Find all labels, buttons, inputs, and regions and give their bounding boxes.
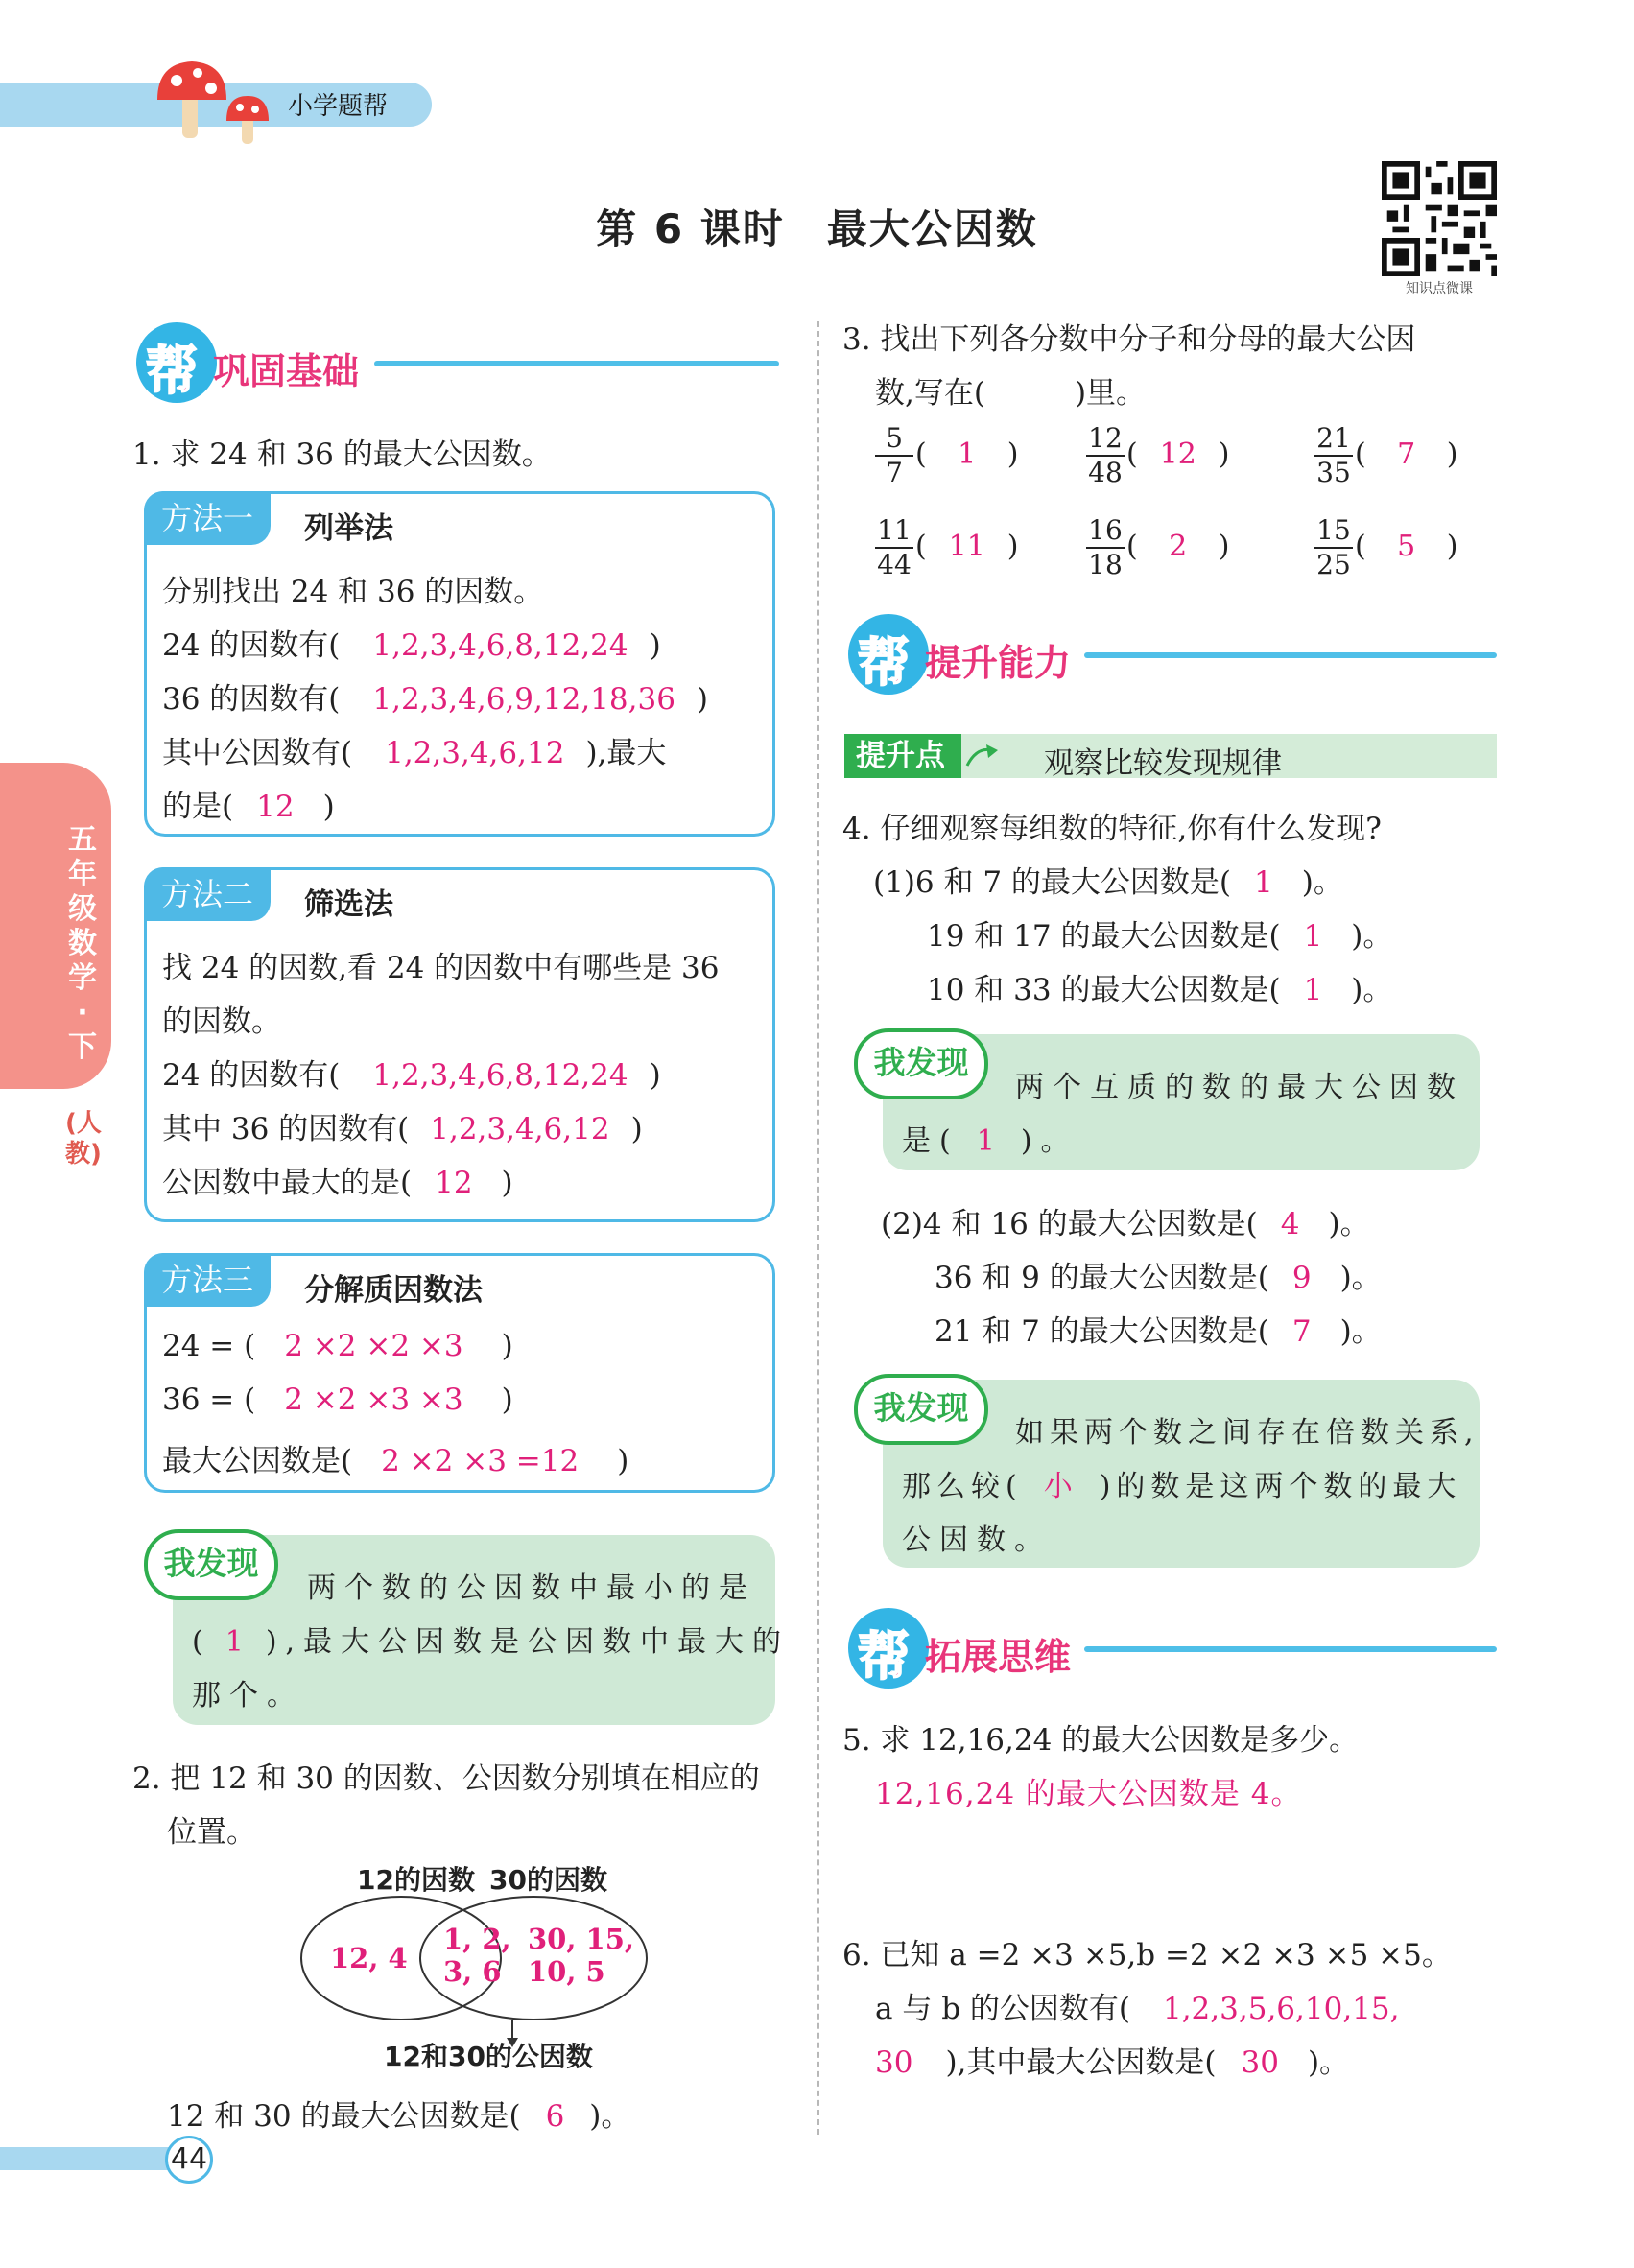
q2-stem-line2: 位置。	[167, 1815, 256, 1850]
side-edition-label: (人教)	[65, 1109, 102, 1169]
q4-p2-line2: 36 和 9 的最大公因数是( 9 )。	[935, 1261, 1382, 1295]
method3-name: 分解质因数法	[304, 1273, 483, 1308]
answer: 1,2,3,5,6,10,15,	[1162, 1992, 1400, 2026]
discovery-tag: 我发现	[854, 1028, 988, 1099]
method1-line3: 36 的因数有( 1,2,3,4,6,9,12,18,36 )	[162, 682, 709, 717]
qr-label: 知识点微课	[1406, 281, 1473, 296]
method1-line4: 其中公因数有( 1,2,3,4,6,12 ),最大	[162, 736, 667, 770]
answer: 1,2,3,4,6,9,12,18,36	[372, 682, 675, 717]
fraction-denominator: 25	[1316, 549, 1351, 580]
answer: 2 ×2 ×3 ×3	[284, 1382, 463, 1417]
mushroom-logo-icon	[154, 56, 288, 148]
section-header-improve	[848, 614, 1497, 695]
q1-stem: 1. 求 24 和 36 的最大公因数。	[132, 437, 552, 472]
brand-name: 小学题帮	[288, 92, 389, 121]
q3-fraction	[1086, 422, 1125, 489]
fraction-numerator: 11	[875, 514, 913, 549]
method2-box	[144, 867, 775, 1222]
discovery-line1: 两个数的公因数中最小的是	[307, 1571, 756, 1605]
tisheng-tag: 提升点	[844, 734, 961, 778]
q3-fraction	[875, 422, 913, 489]
q5-stem: 5. 求 12,16,24 的最大公因数是多少。	[842, 1723, 1360, 1758]
fraction-numerator: 5	[875, 422, 913, 457]
venn-right-row2: 10, 5	[528, 1955, 605, 1988]
fraction-numerator: 12	[1086, 422, 1125, 457]
answer: 12	[256, 790, 295, 824]
q6-stem: 6. 已知 a =2 ×3 ×5,b =2 ×2 ×3 ×5 ×5。	[842, 1938, 1452, 1973]
method2-line1: 找 24 的因数,看 24 的因数中有哪些是 36	[162, 951, 720, 985]
fraction-denominator: 35	[1316, 457, 1351, 488]
answer: 1,2,3,4,6,12	[385, 736, 565, 770]
fraction-numerator: 16	[1086, 514, 1125, 549]
answer: 1	[1303, 919, 1323, 954]
answer: 2	[1169, 530, 1188, 563]
section-title: 拓展思维	[925, 1636, 1072, 1678]
q3-fraction	[1314, 422, 1353, 489]
q4-p1-line1: (1)6 和 7 的最大公因数是( 1 )。	[873, 865, 1343, 900]
discovery-line2: 那么较( 小 )的数是这两个数的最大	[902, 1470, 1462, 1503]
q3-answer-paren: ( 1 )	[915, 437, 1019, 471]
section-line	[1084, 1646, 1497, 1652]
venn-bottom-label: 12和30的公因数	[384, 2041, 593, 2072]
q2-answer-line: 12 和 30 的最大公因数是( 6 )。	[167, 2099, 631, 2134]
page-title: 第 6 课时 最大公因数	[596, 205, 1038, 252]
answer: 12	[1159, 437, 1196, 471]
discovery-tag: 我发现	[144, 1529, 278, 1600]
method2-line2: 24 的因数有( 1,2,3,4,6,8,12,24 )	[162, 1058, 661, 1093]
answer: 11	[948, 530, 985, 563]
method2-line1b: 的因数。	[162, 1004, 281, 1039]
answer: 小	[1043, 1470, 1078, 1503]
side-grade-label: 五年级数学·下	[68, 823, 97, 1064]
section-bang-char: 帮	[858, 632, 910, 693]
method1-line2: 24 的因数有( 1,2,3,4,6,8,12,24 )	[162, 628, 661, 663]
section-line	[1084, 652, 1497, 658]
q3-fraction	[875, 514, 913, 581]
method3-line1: 24 = ( 2 ×2 ×2 ×3 )	[162, 1329, 513, 1363]
answer: 1,2,3,4,6,12	[430, 1112, 610, 1146]
q4-p2-line3: 21 和 7 的最大公因数是( 7 )。	[935, 1314, 1382, 1349]
fraction-denominator: 48	[1088, 457, 1123, 488]
answer: 5	[1397, 530, 1416, 563]
discovery-line1: 两个互质的数的最大公因数	[1015, 1071, 1464, 1104]
answer: 30	[875, 2045, 913, 2080]
discovery-line2: 是( 1 )。	[902, 1124, 1078, 1158]
fraction-denominator: 44	[877, 549, 912, 580]
fraction-denominator: 18	[1088, 549, 1123, 580]
discovery-tag: 我发现	[854, 1374, 988, 1445]
q3-answer-paren: ( 2 )	[1126, 530, 1230, 563]
q3-answer-paren: ( 11 )	[915, 530, 1019, 563]
tisheng-text: 观察比较发现规律	[1044, 746, 1282, 781]
fraction-numerator: 21	[1314, 422, 1353, 457]
discovery-line3: 公因数。	[902, 1524, 1052, 1557]
fraction-numerator: 15	[1314, 514, 1353, 549]
q4-p1-line3: 10 和 33 的最大公因数是( 1 )。	[927, 973, 1393, 1007]
answer: 1	[225, 1625, 252, 1659]
venn-left-only: 12, 4	[330, 1942, 408, 1974]
method3-line2: 36 = ( 2 ×2 ×3 ×3 )	[162, 1382, 513, 1417]
discovery-line1: 如果两个数之间存在倍数关系,	[1015, 1416, 1480, 1450]
method3-tag: 方法三	[144, 1253, 271, 1307]
discovery-line2: ( 1 ),最大公因数是公因数中最大的	[192, 1625, 791, 1659]
q6-line2: a 与 b 的公因数有( 1,2,3,5,6,10,15,	[875, 1992, 1400, 2026]
method1-line5: 的是( 12 )	[162, 790, 335, 824]
answer: 2 ×2 ×2 ×3	[284, 1329, 463, 1363]
answer: 6	[545, 2099, 565, 2134]
answer: 1	[958, 437, 977, 471]
section-title: 提升能力	[925, 642, 1072, 684]
q3-fraction	[1314, 514, 1353, 581]
q3-stem-line1: 3. 找出下列各分数中分子和分母的最大公因	[842, 322, 1416, 357]
section-bang-char: 帮	[146, 341, 198, 401]
answer: 1,2,3,4,6,8,12,24	[372, 628, 628, 663]
method1-tag: 方法一	[144, 491, 271, 545]
answer: 1	[1303, 973, 1323, 1007]
method2-line4: 公因数中最大的是( 12 )	[162, 1166, 513, 1200]
section-header-basic	[136, 322, 779, 403]
method2-line3: 其中 36 的因数有( 1,2,3,4,6,12 )	[162, 1112, 643, 1146]
q3-fraction	[1086, 514, 1125, 581]
qr-code-icon[interactable]	[1382, 161, 1497, 276]
fraction-denominator: 7	[886, 457, 903, 488]
q3-answer-paren: ( 5 )	[1355, 530, 1458, 563]
answer: 1	[976, 1124, 1004, 1158]
method1-box	[144, 491, 775, 837]
q3-answer-paren: ( 12 )	[1126, 437, 1230, 471]
method3-line3: 最大公因数是( 2 ×2 ×3 =12 )	[162, 1444, 629, 1478]
q4-p1-line2: 19 和 17 的最大公因数是( 1 )。	[927, 919, 1393, 954]
method2-name: 筛选法	[304, 887, 393, 922]
method1-name: 列举法	[304, 511, 393, 546]
answer: 7	[1291, 1314, 1312, 1349]
section-bang-char: 帮	[858, 1626, 910, 1687]
method1-line1: 分别找出 24 和 36 的因数。	[162, 575, 544, 609]
footer-band	[0, 2147, 192, 2170]
answer: 1	[1254, 865, 1273, 900]
q5-answer: 12,16,24 的最大公因数是 4。	[875, 1777, 1302, 1811]
discovery-line3: 那个。	[192, 1679, 304, 1713]
answer: 1,2,3,4,6,8,12,24	[372, 1058, 628, 1093]
section-header-expand	[848, 1608, 1497, 1689]
q4-p2-line1: (2)4 和 16 的最大公因数是( 4 )。	[881, 1207, 1370, 1241]
method2-tag: 方法二	[144, 867, 271, 921]
venn-left-label: 12的因数	[357, 1864, 475, 1896]
q4-stem: 4. 仔细观察每组数的特征,你有什么发现?	[842, 812, 1382, 846]
answer: 30	[1241, 2045, 1279, 2080]
answer: 7	[1397, 437, 1416, 471]
method3-box	[144, 1253, 775, 1493]
answer: 12	[435, 1166, 473, 1200]
q2-stem-line1: 2. 把 12 和 30 的因数、公因数分别填在相应的	[132, 1761, 760, 1796]
section-title: 巩固基础	[213, 350, 360, 392]
q3-stem-line2: 数,写在( )里。	[875, 376, 1147, 411]
answer: 4	[1280, 1207, 1300, 1241]
arrow-icon	[963, 741, 1002, 771]
q6-line3: 30 ),其中最大公因数是( 30 )。	[875, 2045, 1350, 2080]
venn-common-row1: 1, 2,	[443, 1923, 511, 1955]
venn-right-row1: 30, 15,	[528, 1923, 635, 1955]
answer: 9	[1291, 1261, 1312, 1295]
q3-answer-paren: ( 7 )	[1355, 437, 1458, 471]
venn-common-row2: 3, 6	[443, 1955, 502, 1988]
section-line	[374, 361, 779, 366]
answer: 2 ×2 ×3 =12	[381, 1444, 580, 1478]
page-number: 44	[165, 2136, 213, 2184]
venn-right-label: 30的因数	[489, 1864, 607, 1896]
column-divider	[817, 321, 819, 2135]
